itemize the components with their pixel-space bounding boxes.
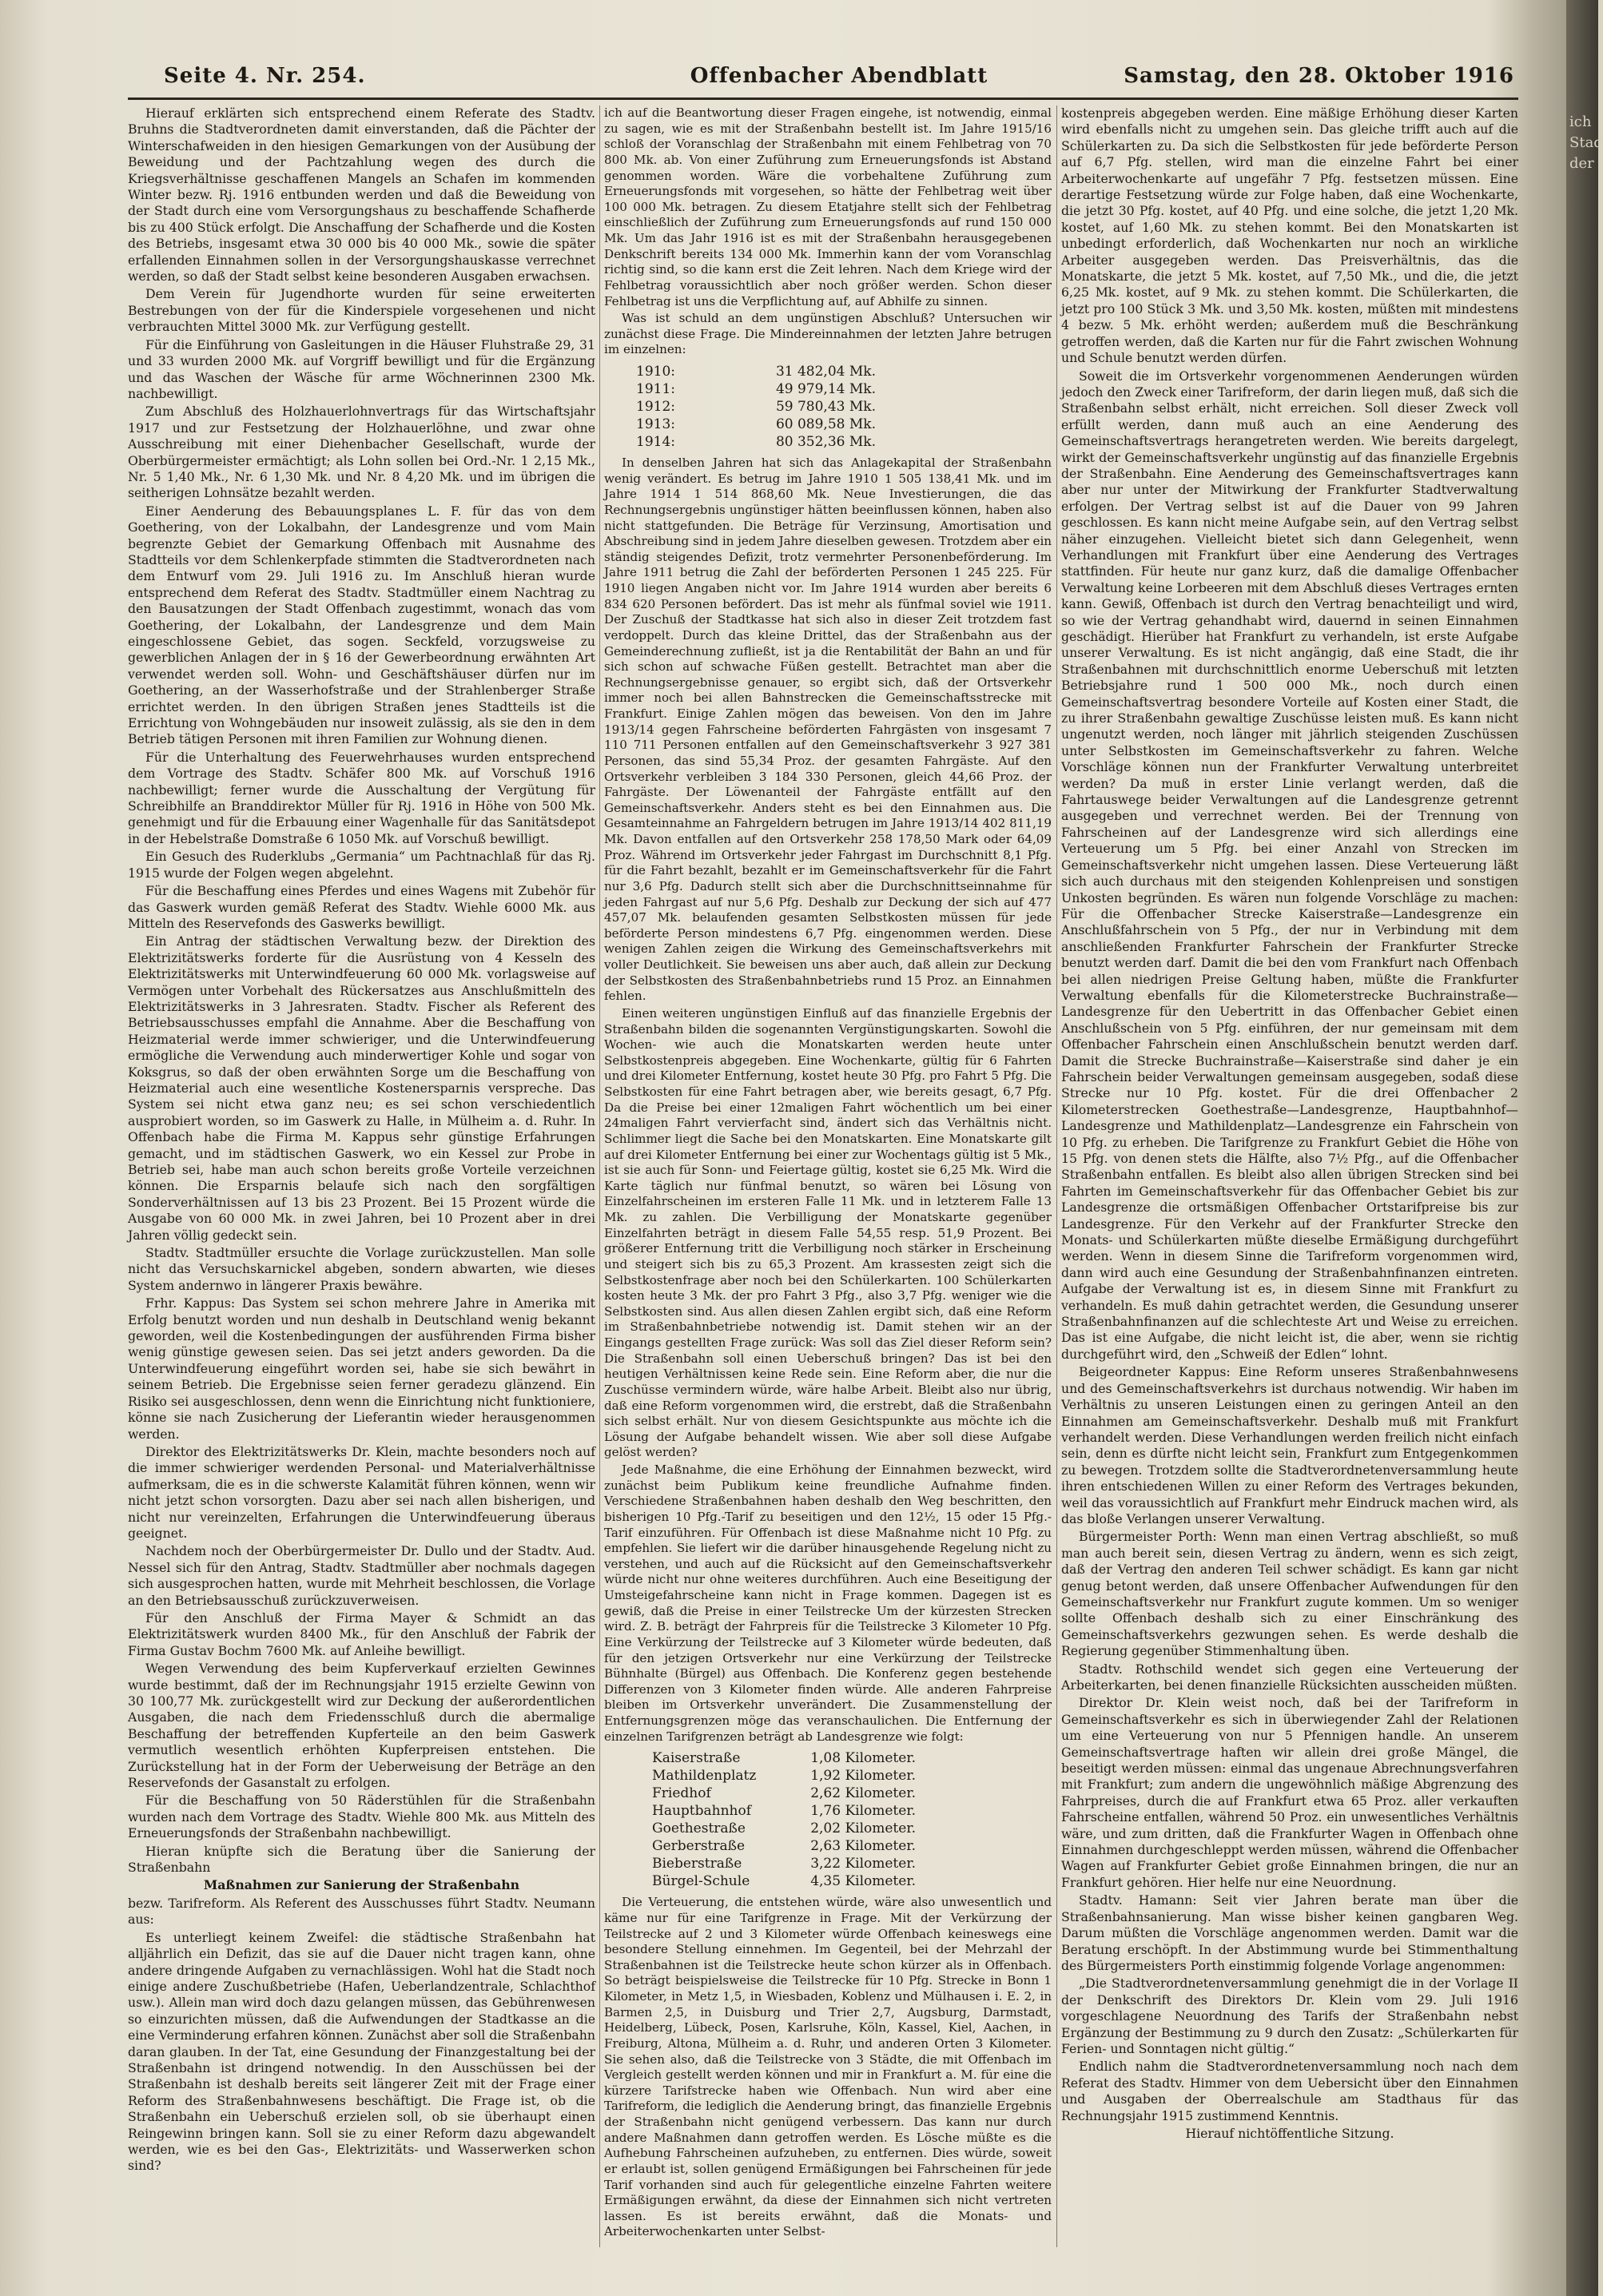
paragraph: Stadtv. Stadtmüller ersuchte die Vorlage zurückzustellen. Man solle nicht das Versuchskarnickel abgeben, sondern abwarten, wie dieses System andernwo in längerer Praxis bewähre. [128,1245,595,1293]
paragraph: Was ist schuld an dem ungünstigen Abschluß? Untersuchen wir zunächst diese Frage. Die Mindereinnahmen der letzten Jahre betrugen im einzelnen: [604,311,1052,357]
paragraph: Einen weiteren ungünstigen Einfluß auf das finanzielle Ergebnis der Straßenbahn bilden die sogenannten Vergünstigungskarten. Sowohl die Wochen- wie auch die Monatskarten werden heute unter Selbstkostenpreis abgegeben. Eine Wochenkarte, gültig für 6 Fahrten und drei Kilometer Entfernung, kostet heute 30 Pfg. pro Fahrt 5 Pfg. Die Selbstkosten für eine Fahrt betragen aber, wie bereits gesagt, 6,7 Pfg. Da die Preise bei einer 12maligen Fahrt wöchentlich um bei einer 24maligen Fahrt vervierfacht sind, ändert sich das Verhältnis nicht. Schlimmer liegt die Sache bei den Monatskarten. Eine Monatskarte gilt auf drei Kilometer Entfernung bei einer zur Wochentags gültig ist 5 Mk., ist sie auch für Sonn- und Feiertage gültig, kostet sie 6,25 Mk. Wird die Karte täglich nur fünfmal benutzt, so wären bei Lösung von Einzelfahrscheinen im ersteren Falle 11 Mk. und in letzterem Falle 13 Mk. zu zahlen. Die Verbilligung der Monatskarte gegenüber Einzelfahrten beträgt in diesem Falle 54,55 resp. 51,9 Prozent. Bei größerer Entfernung tritt die Verbilligung noch stärker in Erscheinung und steigert sich bis zu 65,3 Prozent. Am krassesten zeigt sich die Selbstkostenfrage aber noch bei den Schülerkarten. 100 Schülerkarten kosten heute 3 Mk. der pro Fahrt 3 Pfg., also 3,7 Pfg. weniger wie die Selbstkosten sind. Aus allen diesen Zahlen ergibt sich, daß eine Reform im Straßenbahnbetriebe notwendig ist. Damit stehen wir an der Eingangs gestellten Frage zurück: Was soll das Ziel dieser Reform sein? Die Straßenbahn soll einen Ueberschuß bringen? Das ist bei den heutigen Verhältnissen keine Rede sein. Eine Reform aber, die nur die Zuschüsse vermindern würde, wäre halbe Arbeit. Bleibt also nur übrig, daß eine Reform vorgenommen wird, die erstrebt, daß die Straßenbahn sich selbst erhält. Nur von diesem Gesichtspunkte aus möchte ich die Lösung der Aufgabe behandelt wissen. Wie aber soll diese Aufgabe gelöst werden? [604,1005,1052,1460]
column-divider [599,105,600,2247]
table-row: Mathildenplatz 1,92 Kilometer. [652,1768,916,1785]
paragraph: Hierauf nichtöffentliche Sitzung. [1185,2125,1394,2141]
table-row: Hauptbahnhof 1,76 Kilometer. [652,1803,916,1820]
paragraph: Für die Unterhaltung des Feuerwehrhauses wurden entsprechend dem Vortrage des Stadtv. Schäfer 800 Mk. auf Vorschuß 1916 nachbewilligt; ferner wurde die Ausschaltung der Vergütung für Schreibhilfe an Branddirektor Müller für Rj. 1916 in Höhe von 500 Mk. genehmigt und für die Erbauung einer Wagenhalle für das Sanitätsdepot in der Hebelstraße Domstraße 6 1050 Mk. auf Vorschuß bewilligt. [128,749,595,846]
table-row: Friedhof 2,62 Kilometer. [652,1785,916,1802]
paragraph: Jede Maßnahme, die eine Erhöhung der Einnahmen bezweckt, wird zunächst beim Publikum keine freundliche Aufnahme finden. Verschiedene Straßenbahnen haben deshalb den Weg beschritten, den bisherigen 10 Pfg.-Tarif zu beseitigen und den 12½, 15 oder 15 Pfg.-Tarif einzuführen. Für Offenbach ist diese Maßnahme nicht 10 Pfg. zu empfehlen. Sie liefert wir die darüber hinausgehende Regelung nicht zu verstehen, und auch auf die Rücksicht auf den Gemeinschaftsverkehr würde nicht nur ohne weiteres durchführen. Auch eine Beseitigung der Umsteigefahrscheine kann nicht in Frage kommen. Dagegen ist es gewiß, daß die Preise in einer Teilstrecke Um der kürzesten Strecken wird. Z. B. beträgt der Fahrpreis für die Teilstrecke 3 Kilometer 10 Pfg. Eine Verkürzung der Teilstrecke auf 3 Kilometer würde bedeuten, daß für den jetzigen Ortsverkehr nur eine Verkürzung der Teilstrecke Bühnhalte (Bürgel) aus Offenbach. Die Konferenz gegen bestehende Differenzen von 3 Kilometer finden würde. Alle anderen Fahrpreise bleiben im Ortsverkehr unverändert. Die Zusammenstellung der Entfernungsgrenzen möge das veranschaulichen. Die Entfernung der einzelnen Tarifgrenzen beträgt ab Landesgrenze wie folgt: [604,1462,1052,1744]
column-3 [1061,105,1518,2247]
column-1 [128,105,595,2247]
column-divider [1056,105,1057,2247]
header-rule [128,97,1518,100]
column-2 [604,105,1052,2247]
paragraph: Dem Verein für Jugendhorte wurden für seine erweiterten Bestrebungen von der für die Kinderspiele vorgesehenen und nicht verbrauchten Mittel 3000 Mk. zur Verfügung gestellt. [128,286,595,335]
paragraph: Für die Einführung von Gasleitungen in die Häuser Fluhstraße 29, 31 und 33 wurden 2000 Mk. auf Vorgriff bewilligt und für die Ergänzung und das Waschen der Wäsche für arme Wöchnerinnen 2300 Mk. nachbewilligt. [128,336,595,401]
table-row: 1910: 31 482,04 Mk. [636,364,876,380]
paragraph: Endlich nahm die Stadtverordnetenversammlung noch nach dem Referat des Stadtv. Himmer von dem Uebersicht über den Einnahmen und Ausgaben der Oberrealschule am Stadthaus für das Rechnungsjahr 1915 zustimmend Kenntnis. [1061,2059,1518,2123]
paragraph: Einer Aenderung des Bebauungsplanes L. F. für das von dem Goethering, von der Lokalbahn, der Landesgrenze und vom Main begrenzte Gebiet der Gemarkung Offenbach mit Ausnahme des Stadtteils vor dem Schlenkerpfade stimmten die Stadtverordneten nach dem Entwurf vom 29. Juli 1916 zu. Im Anschluß hieran wurde entsprechend dem Referat des Stadtv. Stadtmüller einem Nachtrag zu den Bausatzungen der Stadt Offenbach zugestimmt, wonach das vom Goethering, der Lokalbahn, der Landesgrenze und dem Main eingeschlossene Gebiet, das sogen. Seckfeld, vorzugsweise zu gewerblichen Anlagen der in § 16 der Gewerbeordnung erwähnten Art verwendet werden soll. Wohn- und Geschäftshäuser dürfen nur im Goethering, an der Wasserhofstraße und der Strahlenberger Straße errichtet werden. In den übrigen Straßen jenes Stadtteils ist die Errichtung von Wohngebäuden nur insoweit zulässig, als sie den in dem Betrieb tätigen Personen mit ihren Familien zur Wohnung dienen. [128,503,595,747]
paragraph: Direktor des Elektrizitätswerks Dr. Klein, machte besonders noch auf die immer schwieriger werdenden Personal- und Materialverhältnisse aufmerksam, die es in die schwerste Kalamität führen können, wenn wir nicht jetzt schon vorsorgten. Dazu aber sei nach allen bisherigen, und nicht nur vereinzelten, Erfahrungen die Unterwindfeuerung überaus geeignet. [128,1443,595,1541]
table-row: 1912: 59 780,43 Mk. [636,399,876,415]
paragraph: Es unterliegt keinem Zweifel: die städtische Straßenbahn hat alljährlich ein Defizit, das sie auf die Dauer nicht tragen kann, ohne andere dringende Aufgaben zu vernachlässigen. Wohl hat die Stadt noch einige andere Zuschußbetriebe (Hafen, Ueberlandzentrale, Schlachthof usw.). Allein man wird doch dazu gelangen müssen, das Gebührenwesen so einzurichten müssen, daß die Aufwendungen der Stadtkasse an die eine Verminderung erfahren können. Zunächst aber soll die Straßenbahn daran glauben. In der Tat, eine Gesundung der Finanzgestaltung bei der Straßenbahn ist dringend notwendig. In den Ausschüssen bei der Straßenbahn ist deshalb bereits seit längerer Zeit mit der Frage einer Reform des Straßenbahnwesens beschäftigt. Die Frage ist, ob die Straßenbahn ein Ueberschuß erzielen soll, ob sie überhaupt einen Reingewinn bringen kann. Soll sie zu einer Reform dazu abgewandelt werden, wie es bei den Gas-, Elektrizitäts- und Wasserwerken schon sind? [128,1929,595,2174]
paragraph: Hierauf erklärten sich entsprechend einem Referate des Stadtv. Bruhns die Stadtverordneten damit einverstanden, daß die Pächter der Winterschafweiden in den hiesigen Gemarkungen von der Ausübung der Beweidung und der Pachtzahlung wegen des durch die Kriegsverhältnisse geschaffenen Mangels an Schafen im kommenden Winter bezw. Rj. 1916 entbunden werden und daß die Beweidung von der Stadt durch eine vom Versorgungshaus zu beschaffende Schafherde bis zu 400 Stück erfolgt. Die Anschaffung der Schafherde und die Kosten des Betriebs, insgesamt etwa 30 000 bis 40 000 Mk., sowie die später erfallenden Einnahmen sollen in der Versorgungshauskasse verrechnet werden, so daß der Stadt selbst keine besonderen Ausgaben erwachsen. [128,105,595,285]
paragraph: Die Verteuerung, die entstehen würde, wäre also unwesentlich und käme nur für eine Tarifgrenze in Frage. Mit der Verkürzung der Teilstrecke auf 2 und 3 Kilometer würde Offenbach keineswegs eine besondere Stellung einnehmen. Im Gegenteil, bei der Mehrzahl der Straßenbahnen ist die Teilstrecke heute schon kürzer als in Offenbach. So beträgt beispielsweise die Teilstrecke für 10 Pfg. Strecke in Bonn 1 Kilometer, in Metz 1,5, in Wiesbaden, Koblenz und Mülhausen i. E. 2, in Barmen 2,5, in Duisburg und Trier 2,7, Augsburg, Darmstadt, Heidelberg, Lübeck, Posen, Karlsruhe, Köln, Kassel, Kiel, Aachen, in Freiburg, Altona, Mülheim a. d. Ruhr, und anderen Orten 3 Kilometer. Sie sehen also, daß die Teilstrecke von 3 Städte, die mit Offenbach im Vergleich gestellt werden können und mir in Frankfurt a. M. für eine die kürzere Tarifstrecke haben wie Offenbach. Nun wird aber eine Tarifreform, die lediglich die Aenderung bringt, das finanzielle Ergebnis der Straßenbahn nicht genügend verbessern. Das kann nur durch andere Maßnahmen dann getroffen werden. Es Lösche müßte es die Aufhebung Fahrscheinen aufzuheben, zu entfernen. Dies würde, soweit er erlaubt ist, sollen genügend Ermäßigungen bei Fahrscheinen für jede Tarif vorhanden sind auch für gelegentliche einzelne Fahrten weitere Ermäßigungen erwähnt, da diese der Einnahmen sich nicht vertreten lassen. Es ist bereits erwähnt, daß die Monats- und Arbeiterwochenkarten unter Selbst- [604,1895,1052,2239]
table-row: Kaiserstraße 1,08 Kilometer. [652,1750,916,1767]
page-header [164,64,1514,102]
page-number: Seite 4. Nr. 254. [164,64,366,88]
distance-table [652,1749,1052,1890]
paragraph: Ein Gesuch des Ruderklubs „Germania“ um Pachtnachlaß für das Rj. 1915 wurde der Folgen wegen abgelehnt. [128,849,595,881]
paragraph: Soweit die im Ortsverkehr vorgenommenen Aenderungen würden jedoch den Zweck einer Tarifreform, der darin liegen muß, daß sich die Straßenbahn selbst erhält, nicht erreichen. Soll dieser Zweck voll erfüllt werden, dann muß auch an eine Aenderung des Gemeinschaftsvertrags herangetreten werden. Wie bereits dargelegt, wirkt der Gemeinschaftsverkehr ungünstig auf das finanzielle Ergebnis der Straßenbahn. Eine Aenderung des Gemeinschaftsvertrages kann aber nur unter der Mitwirkung der Frankfurter Stadtverwaltung erfolgen. Der Vertrag selbst ist auf die Dauer von 99 Jahren geschlossen. Es kann nicht meine Aufgabe sein, auf den Vertrag selbst näher einzugehen. Vielleicht bietet sich dann Gelegenheit, wenn Verhandlungen mit Frankfurt über eine Aenderung des Vertrages stattfinden. Für heute nur ganz kurz, daß die damalige Offenbacher Verwaltung keine Lorbeeren mit dem Abschluß dieses Vertrages ernten kann. Gewiß, Offenbach ist durch den Vertrag benachteiligt und wird, so wie der Vertrag gehandhabt wird, dauernd in seinen Einnahmen geschädigt. Hierüber hat Frankfurt zu verhandeln, ist erste Aufgabe unserer Verwaltung. Es ist nicht angängig, daß eine Stadt, die ihr Straßenbahnen mit durchschnittlich enorme Ueberschuß mit letzten Betriebsjahre rund 1 500 000 Mk., noch durch einen Gemeinschaftsvertrag besondere Vorteile auf Kosten einer Stadt, die zu ihrer Straßenbahn gewaltige Zuschüsse leisten muß. Es kann nicht ungenutzt werden, noch länger mit jährlich steigenden Zuschüssen unter Selbstkosten im Gemeinschaftsverkehr zu fahren. Welche Vorschläge können nun der Frankfurter Verwaltung unterbreitet werden? Da muß in erster Linie verlangt werden, daß die Fahrtauswege beider Verwaltungen auf die Landesgrenze getrennt ausgegeben und verrechnet werden. Bei der Trennung von Fahrscheinen auf der Landesgrenze wird sich allerdings eine Verteuerung um 5 Pfg. bei einer Anzahl von Strecken im Gemeinschaftsverkehr nicht umgehen lassen. Diese Verteuerung läßt sich auch durchaus mit den steigenden Kohlenpreisen und sonstigen Unkosten begründen. Es wären nun folgende Vorschläge zu machen: Für die Offenbacher Strecke Kaiserstraße—Landesgrenze ein Anschlußfahrschein von 5 Pfg., der nur in Verbindung mit dem anschließenden Frankfurter Fahrschein der Frankfurter Strecke benutzt werden darf. Damit die bei den vom Frankfurt nach Offenbach bei allen niedrigen Preise Geltung haben, müßte die Frankfurter Verwaltung ebenfalls für die Kilometerstrecke Buchrainstraße—Landesgrenze für den Uebertritt in das Offenbacher Gebiet einen Anschlußschein von 5 Pfg. einführen, der nur gemeinsam mit dem Offenbacher Fahrschein einen Anschlußschein benutzt werden darf. Damit die Strecke Buchrainstraße—Kaiserstraße sind daher je ein Fahrschein beider Verwaltungen gemeinsam ausgegeben, sodaß diese Strecke nur 10 Pfg. kostet. Für die drei Offenbacher 2 Kilometerstrecken Goethestraße—Landesgrenze, Hauptbahnhof—Landesgrenze und Mathildenplatz—Landesgrenze ein Fahrschein von 10 Pfg. zu erheben. Die Tarifgrenze zu Frankfurt Gebiet die Höhe von 15 Pfg. von denen stets die Hälfte, also 7½ Pfg., auf die Offenbacher Straßenbahn entfallen. Es bleibt also allen übrigen Strecken sind bei Fahrten im Gemeinschaftsverkehr für das Offenbacher Gebiet bis zur Landesgrenze die ortsmäßigen Offenbacher Ortstarifpreise bis zur Landesgrenze. Für den Verkehr auf der Frankfurter Strecke den Monats- und Schülerkarten müßte dieselbe Ermäßigung durchgeführt werden. Wenn in diesem Sinne die Tarifreform vorgenommen wird, dann wird auch eine Gesundung der Straßenbahnfinanzen eintreten. Aufgabe der Verwaltung ist es, in diesem Sinne mit Frankfurt zu verhandeln. Es muß dahin getrachtet werden, die Gesundung unserer Straßenbahnfinanzen auf die schlechteste Art und Weise zu erreichen. Das ist eine Aufgabe, die nicht leicht ist, die aber, wenn sie richtig durchgeführt wird, den „Schweiß der Edlen“ lohnt. [1061,368,1518,1362]
page-spine [1566,0,1603,2296]
table-row: 1914: 80 352,36 Mk. [636,434,876,450]
paragraph: Stadtv. Rothschild wendet sich gegen eine Verteuerung der Arbeiterkarten, bei denen finanzielle Rücksichten ausscheiden müßten. [1061,1661,1518,1693]
issue-date: Samstag, den 28. Oktober 1916 [1124,64,1514,88]
paragraph: In denselben Jahren hat sich das Anlagekapital der Straßenbahn wenig verändert. Es betrug im Jahre 1910 1 505 138,41 Mk. und im Jahre 1914 1 514 868,60 Mk. Neue Investierungen, die das Rechnungsergebnis ungünstiger hätten beeinflussen können, haben also nicht stattgefunden. Die Beträge für Verzinsung, Amortisation und Abschreibung sind in jedem Jahre dieselben gewesen. Trotzdem aber ein ständig steigendes Defizit, trotz vermehrter Personenbeförderung. Im Jahre 1911 betrug die Zahl der beförderten Personen 1 245 225. Für 1910 liegen Angaben nicht vor. Im Jahre 1914 wurden aber bereits 6 834 620 Personen befördert. Das ist mehr als fünfmal soviel wie 1911. Der Zuschuß der Stadtkasse hat sich also in dieser Zeit trotzdem fast verdoppelt. Durch das kleine Drittel, das der Straßenbahn aus der Gemeinderechnung zufließt, ist ja die Rentabilität der Bahn an und für sich schon auf schwache Füßen gestellt. Betrachtet man aber die Rechnungsergebnisse genauer, so ergibt sich, daß der Ortsverkehr immer noch bei allen Bahnstrecken die Gemeinschaftsstrecke mit Frankfurt. Einige Zahlen mögen das beweisen. Von den im Jahre 1913/14 gegen Fahrscheine beförderten Fahrgästen von insgesamt 7 110 711 Personen entfallen auf den Gemeinschaftsverkehr 3 927 381 Personen, das sind 55,34 Proz. der gesamten Fahrgäste. Auf den Ortsverkehr verbleiben 3 184 330 Personen, gleich 44,66 Proz. der Fahrgäste. Der Löwenanteil der Fahrgäste entfällt auf den Gemeinschaftsverkehr. Anders steht es bei den Einnahmen aus. Die Gesamteinnahme an Fahrgeldern betrugen im Jahre 1913/14 402 811,19 Mk. Davon entfallen auf den Ortsverkehr 258 178,50 Mark oder 64,09 Proz. Während im Ortsverkehr jeder Fahrgast im Durchschnitt 8,1 Pfg. für die Fahrt bezahlt, bezahlt er im Gemeinschaftsverkehr für die Fahrt nur 3,6 Pfg. Dadurch stellt sich aber die Durchschnittseinnahme für jeden Fahrgast auf nur 5,6 Pfg. Deshalb zur Deckung der sich auf 477 457,07 Mk. belaufenden gesamten Selbstkosten müssen für jede beförderte Person mindestens 6,7 Pfg. eingenommen werden. Diese wenigen Zahlen zeigen die Wirkung des Gemeinschaftsverkehrs mit voller Deutlichkeit. Sie beweisen uns aber auch, daß allein zur Deckung der Selbstkosten des Straßenbahnbetriebs rund 15 Proz. an Einnahmen fehlen. [604,456,1052,1004]
table-row: Bürgel-Schule 4,35 Kilometer. [652,1873,916,1890]
paragraph: Wegen Verwendung des beim Kupferverkauf erzielten Gewinnes wurde bestimmt, daß der im Rechnungsjahr 1915 erzielte Gewinn von 30 100,77 Mk. zurückgestellt wird zur Deckung der außerordentlichen Ausgaben, die nach dem Friedensschluß durch die abermalige Beschaffung der betreffenden Kupferteile an den beim Gaswerk vermutlich wesentlich erhöhten Kupferpreisen entstehen. Die Zurückstellung hat in der Form der Ueberweisung der Beträge an den Reservefonds der Gasanstalt zu erfolgen. [128,1661,595,1791]
deficit-table [636,363,1052,451]
paragraph: Hieran knüpfte sich die Beratung über die Sanierung der Straßenbahn [128,1843,595,1876]
paragraph: „Die Stadtverordnetenversammlung genehmigt die in der Vorlage II der Denkschrift des Direktors Dr. Klein vom 29. Juli 1916 vorgeschlagene Neuordnung des Tarifs der Straßenbahn nebst Ergänzung der Bestimmung zu 9 durch den Zusatz: „Schülerkarten für Ferien- und Sonntagen nicht gültig.“ [1061,1976,1518,2056]
paragraph: Für die Beschaffung von 50 Räderstühlen für die Straßenbahn wurden nach dem Vortrage des Stadtv. Wiehle 800 Mk. aus Mitteln des Erneuerungsfonds der Straßenbahn nachbewilligt. [128,1793,595,1841]
paragraph: Frhr. Kappus: Das System sei schon mehrere Jahre in Amerika mit Erfolg benutzt worden und nun deshalb in Deutschland wenig bekannt geworden, weil die Kostenbedingungen der ausführenden Firma bisher wenig günstige gewesen seien. Das sei jetzt anders geworden. Da die Unterwindfeuerung eingeführt worden sei, habe sie sich bewährt in seinem Betrieb. Die Ergebnisse seien ferner geradezu glänzend. Ein Risiko sei ausgeschlossen, denn wenn die Einrichtung nicht funktioniere, könne sie nach Zusicherung der Lieferantin wieder herausgenommen werden. [128,1295,595,1442]
table-row: Gerberstraße 2,63 Kilometer. [652,1838,916,1855]
paragraph: Ein Antrag der städtischen Verwaltung bezw. der Direktion des Elektrizitätswerks forderte für die Ausrüstung von 4 Kesseln des Elektrizitätswerks mit Unterwindfeuerung 60 000 Mk. vorlagsweise auf Vermögen unter Vorbehalt des Rückersatzes aus Anschlußmitteln des Elektrizitätswerks in 3 Jahresraten. Stadtv. Fischer als Referent des Betriebsausschusses empfahl die Annahme. Aber die Beschaffung von Heizmaterial werde immer schwieriger, und die Unterwindfeuerung ermögliche die Verwendung auch minderwertiger Kohle und sogar von Koksgrus, so daß der oben erwähnten Sorge um die Beschaffung von Heizmaterial auch eine wesentliche Kostenersparnis verspreche. Das System sei nicht etwa ganz neu; es sei schon verschiedentlich ausprobiert worden, so im Gaswerk zu Halle, in Mülheim a. d. Ruhr. In Offenbach habe die Firma M. Kappus sehr günstige Erfahrungen gemacht, und im städtischen Gaswerk, wo ein Kessel zur Probe in Betrieb sei, habe man auch schon bereits große Vorteile verzeichnen können. Die Ersparnis belaufe sich nach den sorgfältigen Sonderverhältnissen auf 13 bis 23 Prozent. Bei 15 Prozent würde die Ausgabe von 60 000 Mk. in zwei Jahren, bei 10 Prozent aber in drei Jahren völlig gedeckt sein. [128,933,595,1243]
newspaper-title: Offenbacher Abendblatt [690,64,988,88]
table-row: Bieberstraße 3,22 Kilometer. [652,1856,916,1872]
paragraph: ich auf die Beantwortung dieser Fragen eingehe, ist notwendig, einmal zu sagen, wie es mit der Straßenbahn bestellt ist. Im Jahre 1915/16 schloß der Voranschlag der Straßenbahn mit einem Fehlbetrag von 70 800 Mk. ab. Von einer Zuführung zum Erneuerungsfonds ist Abstand genommen worden. Wäre die vorbehaltene Zuführung zum Erneuerungsfonds mit vorgesehen, so hätte der Fehlbetrag weit über 100 000 Mk. betragen. Zu diesem Etatjahre stellt sich der Fehlbetrag einschließlich der Zuführung zum Erneuerungsfonds auf rund 150 000 Mk. Um das Jahr 1916 ist es mit der Straßenbahn herausgegebenen Denkschrift bereits 134 000 Mk. Immerhin kann der vom Voranschlag richtig sind, so die kann erst die Zeit lehren. Nach dem Kriege wird der Fehlbetrag voraussichtlich aber noch größer werden. Schon dieser Fehlbetrag ist uns die Verpflichtung auf, auf Abhilfe zu sinnen. [604,105,1052,308]
table-row: 1913: 60 089,58 Mk. [636,416,876,432]
paragraph: Beigeordneter Kappus: Eine Reform unseres Straßenbahnwesens und des Gemeinschaftsverkehrs ist durchaus notwendig. Wir haben im Verhältnis zu unseren Leistungen einen zu geringen Anteil an den Einnahmen am Gemeinschaftsverkehr. Deshalb muß mit Frankfurt verhandelt werden. Diese Verhandlungen werden freilich nicht einfach sein, denn es dürfte nicht leicht sein, Frankfurt zum Entgegenkommen zu bewegen. Trotzdem sollte die Stadtverordnetenversammlung heute ihren entschiedenen Willen zu einer Reform des Vertrages bekunden, weil das voraussichtlich auf Frankfurt mehr Eindruck machen wird, als das bloße Verlangen unserer Verwaltung. [1061,1364,1518,1526]
table-row: 1911: 49 979,14 Mk. [636,381,876,397]
table-row: Goethestraße 2,02 Kilometer. [652,1820,916,1837]
paragraph: Bürgermeister Porth: Wenn man einen Vertrag abschließt, so muß man auch bereit sein, diesen Vertrag zu ändern, wenn es sich zeigt, daß der Vertrag den anderen Teil schwer schädigt. Es kann gar nicht genug betont werden, daß unsere Offenbacher Aufwendungen für den Gemeinschaftsverkehr nur Frankfurt zugute kommen. Um so weniger sollte Offenbach deshalb sich zu einer Einschränkung des Gemeinschaftsverkehrs gezwungen sehen. Es werde deshalb die Regierung gegenüber Stimmenhaltung üben. [1061,1529,1518,1659]
paragraph: Für den Anschluß der Firma Mayer & Schmidt an das Elektrizitätswerk wurden 8400 Mk., für den Anschluß der Fabrik der Firma Gustav Bochm 7600 Mk. auf Anleihe bewilligt. [128,1610,595,1658]
paragraph: Stadtv. Hamann: Seit vier Jahren berate man über die Straßenbahnsanierung. Man wisse bisher keinen gangbaren Weg. Darum müßten die Vorschläge angenommen werden. Damit war die Beratung erschöpft. In der Abstimmung wurde bei Stimmenthaltung des Bürgermeisters Porth einstimmig folgende Vorlage angenommen: [1061,1892,1518,1973]
paragraph: kostenpreis abgegeben werden. Eine mäßige Erhöhung dieser Karten wird ebenfalls nicht zu umgehen sein. Das gleiche trifft auch auf die Schülerkarten zu. Da sich die Selbstkosten für jede beförderte Person auf 6,7 Pfg. stellen, wird man die einzelne Fahrt bei einer Arbeiterwochenkarte auf ungefähr 7 Pfg. festsetzen müssen. Eine derartige Festsetzung würde zur Folge haben, daß eine Wochenkarte, die jetzt 30 Pfg. kostet, auf 40 Pfg. und eine solche, die jetzt 1,20 Mk. kostet, auf 1,60 Mk. zu stehen kommt. Bei den Monatskarten ist unbedingt erforderlich, daß Wochenkarten nur noch an wirkliche Arbeiter ausgegeben werden. Das Preisverhältnis, das die Monatskarte, die jetzt 5 Mk. kostet, auf 7,50 Mk., und die, die jetzt 6,25 Mk. kostet, auf 9 Mk. zu stehen kommt. Die Schülerkarten, die jetzt pro 100 Stück 3 Mk. und 3,50 Mk. kosten, müßten mit mindestens 4 bezw. 5 Mk. erhöht werden; außerdem muß die Beschränkung getroffen werden, daß die Karten nur für die Fahrt zwischen Wohnung und Schule benutzt werden dürfen. [1061,105,1518,366]
paragraph: Zum Abschluß des Holzhauerlohnvertrags für das Wirtschaftsjahr 1917 und zur Festsetzung der Holzhauerlöhne, und zwar ohne Ausschreibung mit einer Diehenbacher Gesellschaft, wurde der Oberbürgermeister ermächtigt; als Lohn sollen bei Ord.-Nr. 1 2,15 Mk., Nr. 5 1,40 Mk., Nr. 6 1,30 Mk. und Nr. 8 4,20 Mk. und im übrigen die seitherigen Lohnsätze bezahlt werden. [128,404,595,501]
paragraph: Direktor Dr. Klein weist noch, daß bei der Tarifreform in Gemeinschaftsverkehr es sich in überwiegender Zahl der Relationen um eine Verteuerung von nur 5 Pfennigen handle. An unserem Gemeinschaftsvertrage haften wir allein drei große Mängel, die beseitigt werden müssen: einmal das ungenaue Abrechnungsverfahren mit Frankfurt; zum andern die ungewöhnlich mäßige Abgrenzung des Fahrpreises, durch die auf Frankfurt etwa 65 Proz. aller verkauften Fahrscheine entfallen, während 50 Proz. ein unwesentliches Verhältnis wäre, und zum dritten, daß die Frankfurter Wagen in Offenbach ohne Einnahmen durchgeschleppt werden müssen, während die Offenbacher Wagen auf Frankfurter Gebiet große Einnahmen bringen, die nur an Frankfurt gehören. Hier helfe nur eine Neuordnung. [1061,1695,1518,1890]
paragraph: Nachdem noch der Oberbürgermeister Dr. Dullo und der Stadtv. Aud. Nessel sich für den Antrag, Stadtv. Stadtmüller aber nochmals dagegen sich ausgesprochen hatten, wurde mit Mehrheit beschlossen, die Vorlage an den Betriebsausschuß zurückzuverweisen. [128,1543,595,1608]
section-heading: Maßnahmen zur Sanierung der Straßenbahn [203,1877,520,1893]
paragraph: bezw. Tarifreform. Als Referent des Ausschusses führt Stadtv. Neumann aus: [128,1895,595,1928]
paragraph: Für die Beschaffung eines Pferdes und eines Wagens mit Zubehör für das Gaswerk wurden gemäß Referat des Stadtv. Wiehle 6000 Mk. aus Mitteln des Reservefonds des Gaswerks bewilligt. [128,883,595,931]
edge-text: ich Stad der [1569,113,1603,172]
